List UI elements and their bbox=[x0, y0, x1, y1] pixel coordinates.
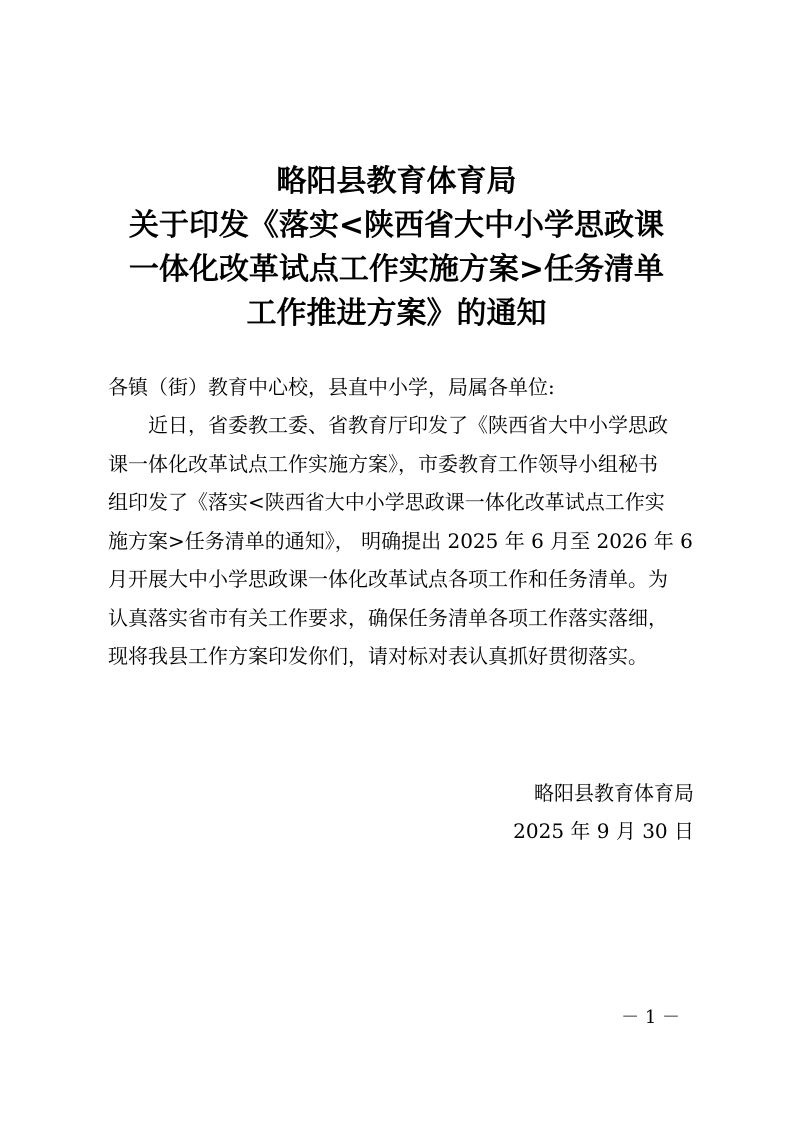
body-line-4: 施方案>任务清单的通知》， 明确提出 2025 年 6 月至 2026 年 6 bbox=[108, 528, 693, 553]
body-paragraph bbox=[108, 406, 698, 676]
title-line-4: 工作推进方案》的通知 bbox=[246, 296, 547, 331]
body-line-6: 认真落实省市有关工作要求，确保任务清单各项工作落实落细， bbox=[108, 605, 668, 630]
body-line-3: 组印发了《落实<陕西省大中小学思政课一体化改革试点工作实 bbox=[108, 490, 665, 514]
title-line-2: 关于印发《落实<陕西省大中小学思政课 bbox=[128, 208, 665, 243]
body-line-7: 现将我县工作方案印发你们，请对标对表认真抓好贯彻落实。 bbox=[108, 644, 648, 668]
title-line-3: 一体化改革试点工作实施方案>任务清单 bbox=[128, 252, 665, 287]
salutation: 各镇（街）教育中心校，县直中小学，局属各单位: bbox=[108, 375, 555, 399]
title-line-1: 略阳县教育体育局 bbox=[276, 164, 517, 199]
signature-issuer: 略阳县教育体育局 bbox=[534, 781, 694, 805]
body-line-5: 月开展大中小学思政课一体化改革试点各项工作和任务清单。为 bbox=[108, 567, 668, 591]
body-line-2: 课一体化改革试点工作实施方案》，市委教育工作领导小组秘书 bbox=[108, 451, 658, 476]
signature-block bbox=[440, 774, 694, 850]
signature-date: 2025 年 9 月 30 日 bbox=[513, 819, 694, 843]
body-line-1: 近日，省委教工委、省教育厅印发了《陕西省大中小学思政 bbox=[148, 413, 668, 437]
document-title bbox=[90, 160, 703, 336]
page-number: － 1 － bbox=[621, 1007, 680, 1028]
